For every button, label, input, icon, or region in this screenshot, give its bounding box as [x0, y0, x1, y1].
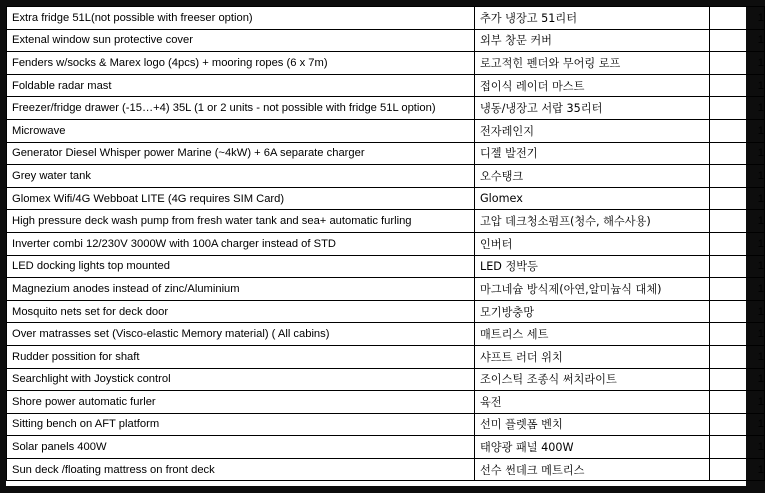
option-quantity: 1 [710, 413, 765, 436]
option-quantity: 1 [710, 323, 765, 346]
option-name-ko: 조이스틱 조종식 써치라이트 [475, 368, 710, 391]
table-row [7, 165, 765, 188]
table-row [7, 413, 765, 436]
option-quantity: 1 [710, 52, 765, 75]
option-name-ko: 고압 데크청소펌프(청수, 해수사용) [475, 210, 710, 233]
option-name-ko: 모기방충망 [475, 300, 710, 323]
option-name-en: High pressure deck wash pump from fresh water tank and sea+ automatic furling [7, 210, 475, 233]
option-name-ko: 매트리스 세트 [475, 323, 710, 346]
option-quantity: 1 [710, 29, 765, 52]
table-row [7, 458, 765, 481]
option-quantity: 1 [710, 97, 765, 120]
table-row [7, 278, 765, 301]
table-row [7, 7, 765, 30]
option-name-ko: 태양광 패널 400W [475, 436, 710, 459]
option-name-en: Sun deck /floating mattress on front deck [7, 458, 475, 481]
option-name-ko: 오수탱크 [475, 165, 710, 188]
options-table-body [7, 7, 765, 481]
option-name-en: Freezer/fridge drawer (-15…+4) 35L (1 or 2 units - not possible with fridge 51L option) [7, 97, 475, 120]
option-name-ko: Glomex [475, 187, 710, 210]
table-row [7, 345, 765, 368]
option-quantity: 1 [710, 345, 765, 368]
options-sheet [6, 6, 764, 486]
option-name-en: Generator Diesel Whisper power Marine (~4kW) + 6A separate charger [7, 142, 475, 165]
option-quantity: 1 [710, 278, 765, 301]
option-name-ko: 선수 썬데크 메트리스 [475, 458, 710, 481]
table-row [7, 142, 765, 165]
option-name-en: Foldable radar mast [7, 74, 475, 97]
option-name-en: Over matrasses set (Visco-elastic Memory material) ( All cabins) [7, 323, 475, 346]
option-name-en: Inverter combi 12/230V 3000W with 100A charger instead of STD [7, 232, 475, 255]
table-row [7, 210, 765, 233]
option-name-ko: 샤프트 러더 위치 [475, 345, 710, 368]
option-name-ko: 선미 플렛폼 벤치 [475, 413, 710, 436]
option-name-ko: 디젤 발전기 [475, 142, 710, 165]
table-row [7, 391, 765, 414]
option-name-ko: 로고적힌 펜더와 무어링 로프 [475, 52, 710, 75]
option-name-en: Rudder possition for shaft [7, 345, 475, 368]
option-quantity: 1 [710, 142, 765, 165]
option-name-ko: LED 정박등 [475, 255, 710, 278]
option-quantity: 1 [710, 165, 765, 188]
option-quantity: 1 [710, 119, 765, 142]
option-name-en: Sitting bench on AFT platform [7, 413, 475, 436]
option-quantity: 1 [710, 210, 765, 233]
table-row [7, 119, 765, 142]
option-name-en: Glomex Wifi/4G Webboat LITE (4G requires SIM Card) [7, 187, 475, 210]
table-row [7, 323, 765, 346]
option-name-en: Mosquito nets set for deck door [7, 300, 475, 323]
option-name-en: Microwave [7, 119, 475, 142]
option-quantity: 1 [710, 368, 765, 391]
option-name-en: Fenders w/socks & Marex logo (4pcs) + mooring ropes (6 x 7m) [7, 52, 475, 75]
table-row [7, 436, 765, 459]
table-row [7, 300, 765, 323]
option-quantity: 1 [710, 458, 765, 481]
option-name-en: LED docking lights top mounted [7, 255, 475, 278]
table-row [7, 368, 765, 391]
option-name-ko: 인버터 [475, 232, 710, 255]
table-row [7, 187, 765, 210]
option-name-ko: 추가 냉장고 51리터 [475, 7, 710, 30]
option-name-en: Grey water tank [7, 165, 475, 188]
option-name-en: Solar panels 400W [7, 436, 475, 459]
table-row [7, 52, 765, 75]
option-name-ko: 육전 [475, 391, 710, 414]
table-row [7, 255, 765, 278]
option-quantity: 1 [710, 232, 765, 255]
option-quantity: 1 [710, 74, 765, 97]
options-table [6, 6, 765, 481]
option-quantity: 1 [710, 255, 765, 278]
option-name-ko: 전자레인지 [475, 119, 710, 142]
option-name-ko: 접이식 레이더 마스트 [475, 74, 710, 97]
option-quantity: 1 [710, 436, 765, 459]
option-quantity: 1 [710, 187, 765, 210]
option-name-en: Extra fridge 51L(not possible with freeser option) [7, 7, 475, 30]
option-name-en: Shore power automatic furler [7, 391, 475, 414]
option-name-en: Magnezium anodes instead of zinc/Aluminium [7, 278, 475, 301]
option-quantity: 1 [710, 300, 765, 323]
option-name-ko: 외부 창문 커버 [475, 29, 710, 52]
table-row [7, 74, 765, 97]
option-name-en: Extenal window sun protective cover [7, 29, 475, 52]
option-quantity: 1 [710, 7, 765, 30]
option-name-ko: 마그네슘 방식제(아연,알미늄식 대체) [475, 278, 710, 301]
option-quantity: 1 [710, 391, 765, 414]
table-row [7, 29, 765, 52]
table-row [7, 97, 765, 120]
table-row [7, 232, 765, 255]
option-name-en: Searchlight with Joystick control [7, 368, 475, 391]
option-name-ko: 냉동/냉장고 서랍 35리터 [475, 97, 710, 120]
